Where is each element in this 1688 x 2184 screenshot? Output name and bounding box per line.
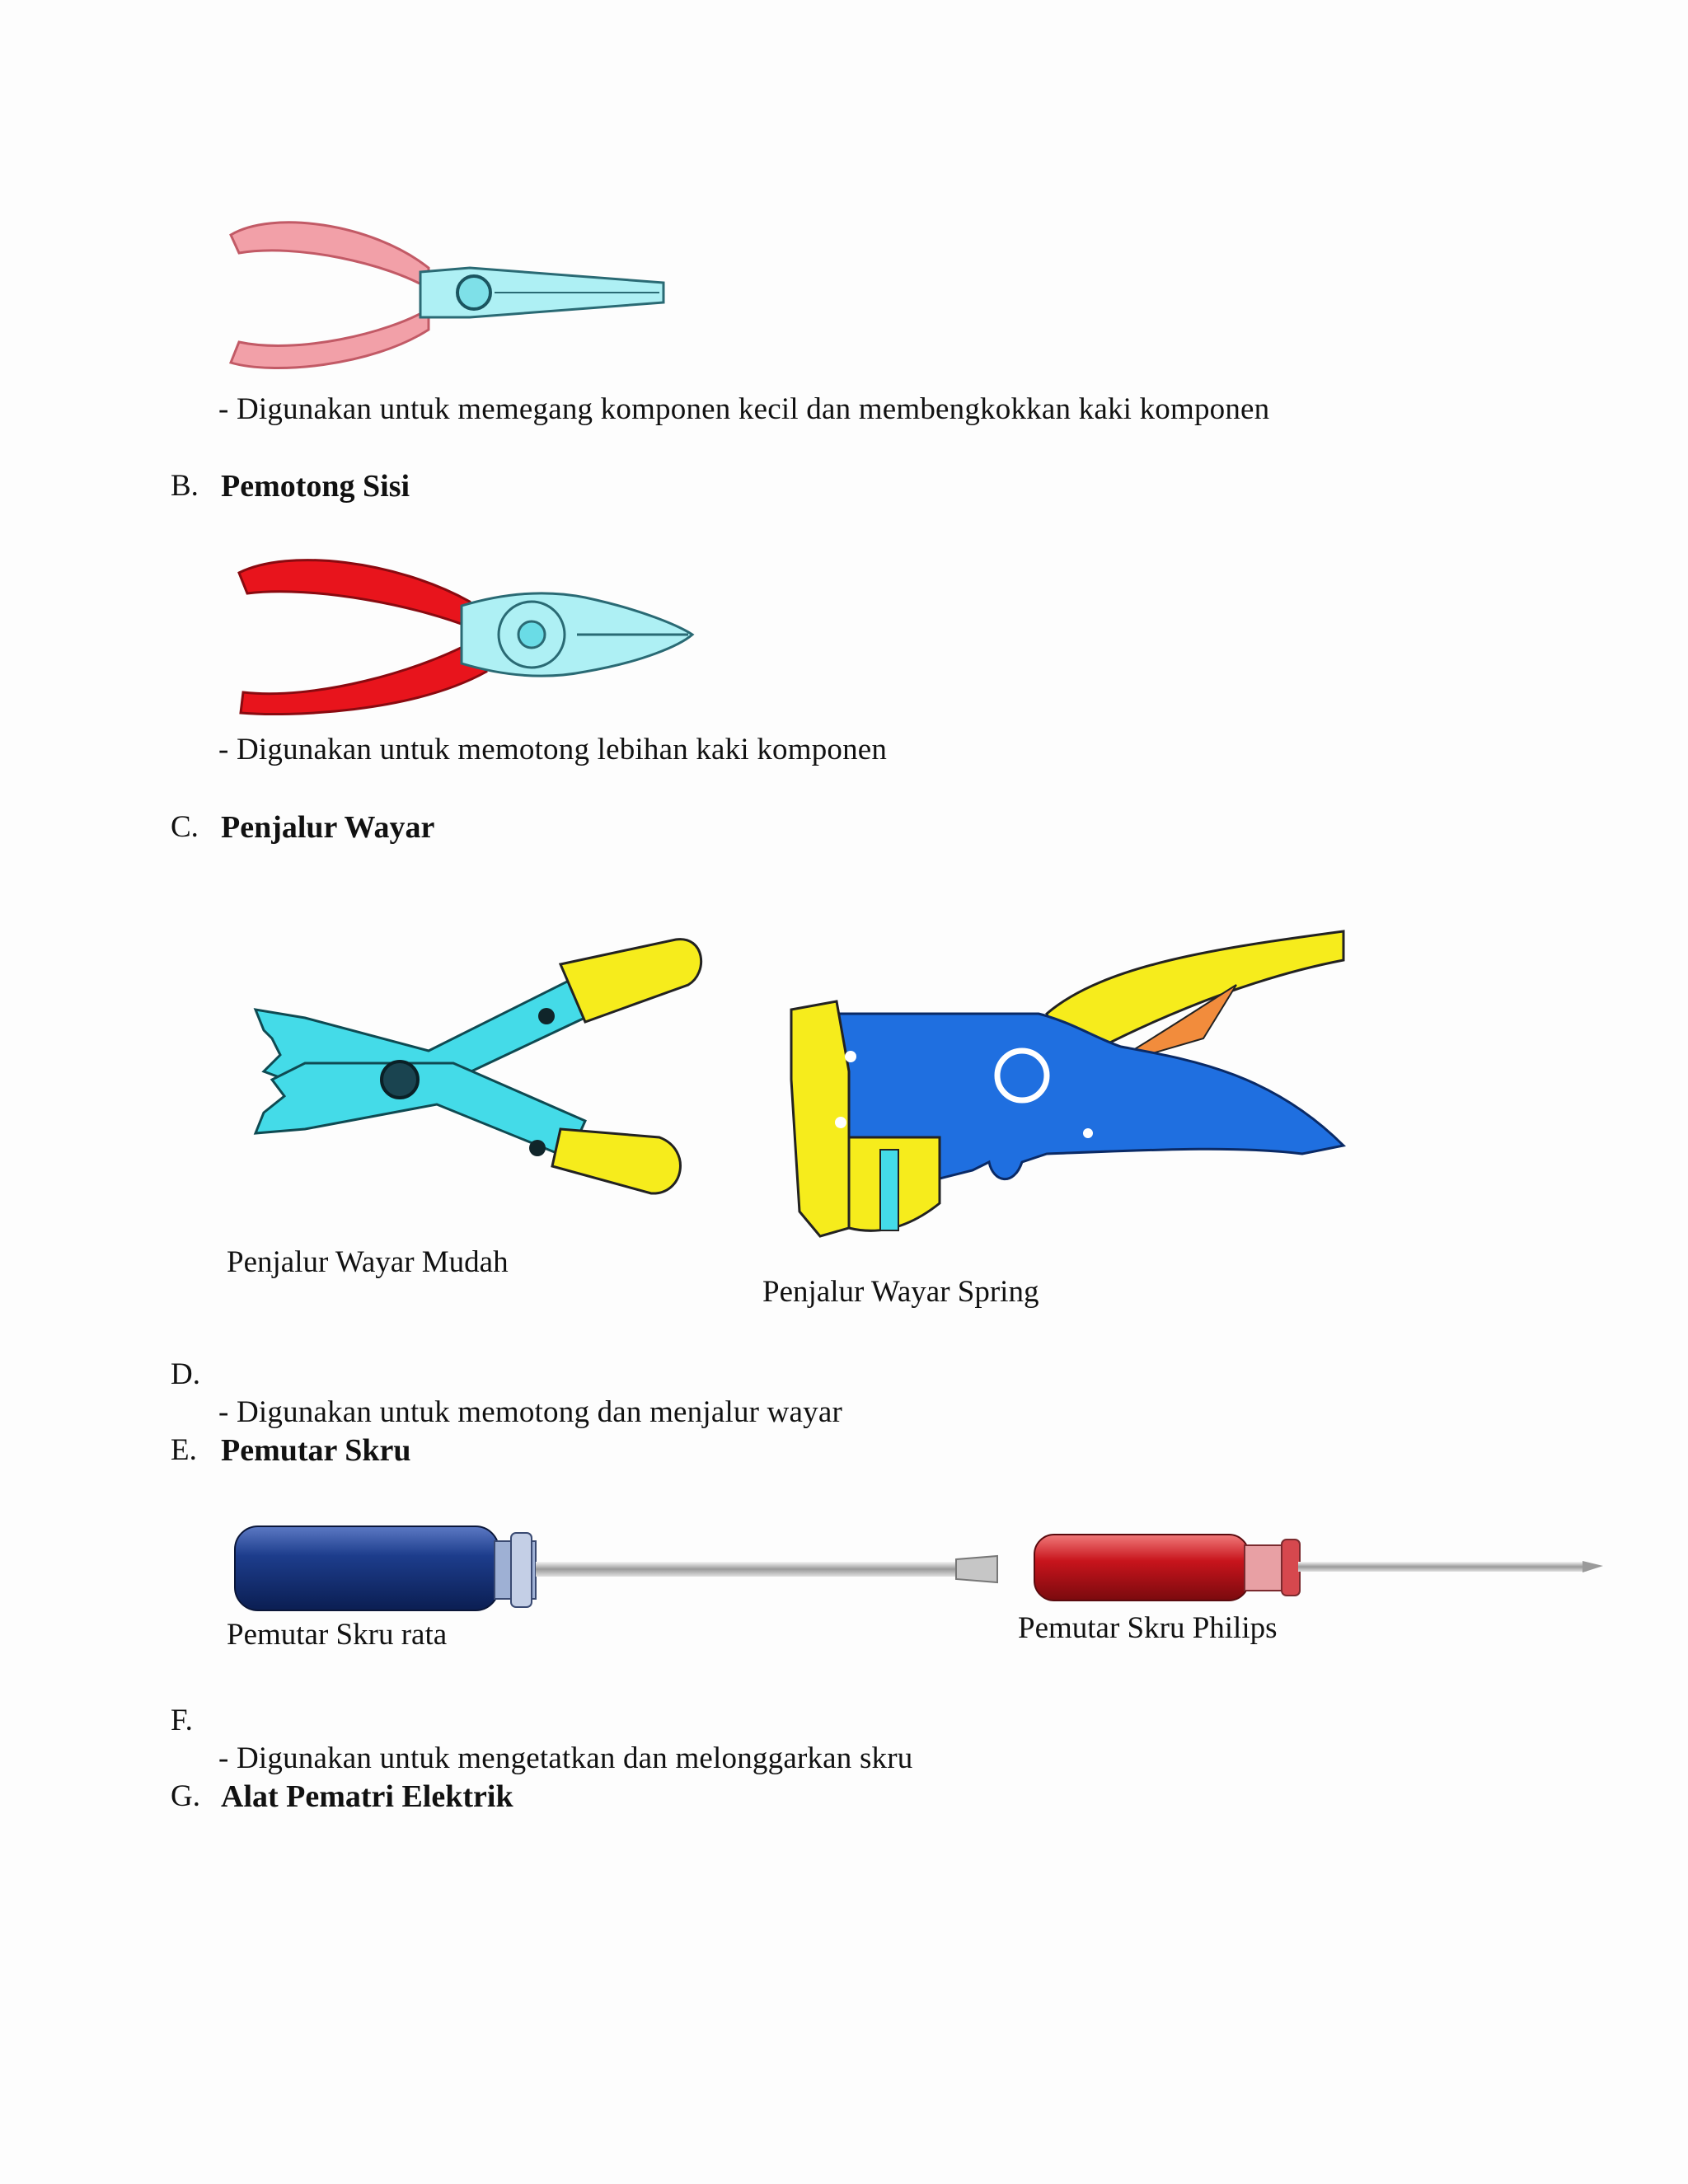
section-e-letter: E. [171, 1433, 197, 1467]
spring-wire-stripper-illustration [775, 915, 1352, 1244]
philips-screwdriver-caption: Pemutar Skru Philips [1018, 1611, 1278, 1645]
simple-wire-stripper-caption: Penjalur Wayar Mudah [227, 1245, 509, 1279]
section-b-letter: B. [171, 469, 199, 503]
section-b-description: - Digunakan untuk memotong lebihan kaki komponen [218, 733, 888, 766]
section-c-letter: C. [171, 810, 199, 844]
side-cutter-illustration [231, 548, 701, 721]
section-f-letter: F. [171, 1704, 193, 1737]
section-b-title: Pemotong Sisi [221, 469, 410, 504]
simple-wire-stripper-illustration [247, 931, 709, 1220]
flat-screwdriver-caption: Pemutar Skru rata [227, 1618, 448, 1652]
section-c-title: Penjalur Wayar [221, 810, 435, 845]
section-g-title: Alat Pematri Elektrik [221, 1779, 513, 1814]
section-f-description: - Digunakan untuk mengetatkan dan melonggarkan skru [218, 1741, 913, 1775]
section-d-description: - Digunakan untuk memotong dan menjalur wayar [218, 1395, 843, 1429]
spring-wire-stripper-caption: Penjalur Wayar Spring [762, 1275, 1039, 1309]
section-d-letter: D. [171, 1357, 200, 1391]
long-nose-pliers-illustration [223, 210, 668, 383]
section-e-title: Pemutar Skru [221, 1433, 411, 1468]
section-g-letter: G. [171, 1779, 200, 1813]
philips-screwdriver-illustration [1030, 1525, 1607, 1615]
section-a-description: - Digunakan untuk memegang komponen kecil dan membengkokkan kaki komponen [218, 392, 1270, 426]
flat-screwdriver-illustration [231, 1516, 1006, 1624]
